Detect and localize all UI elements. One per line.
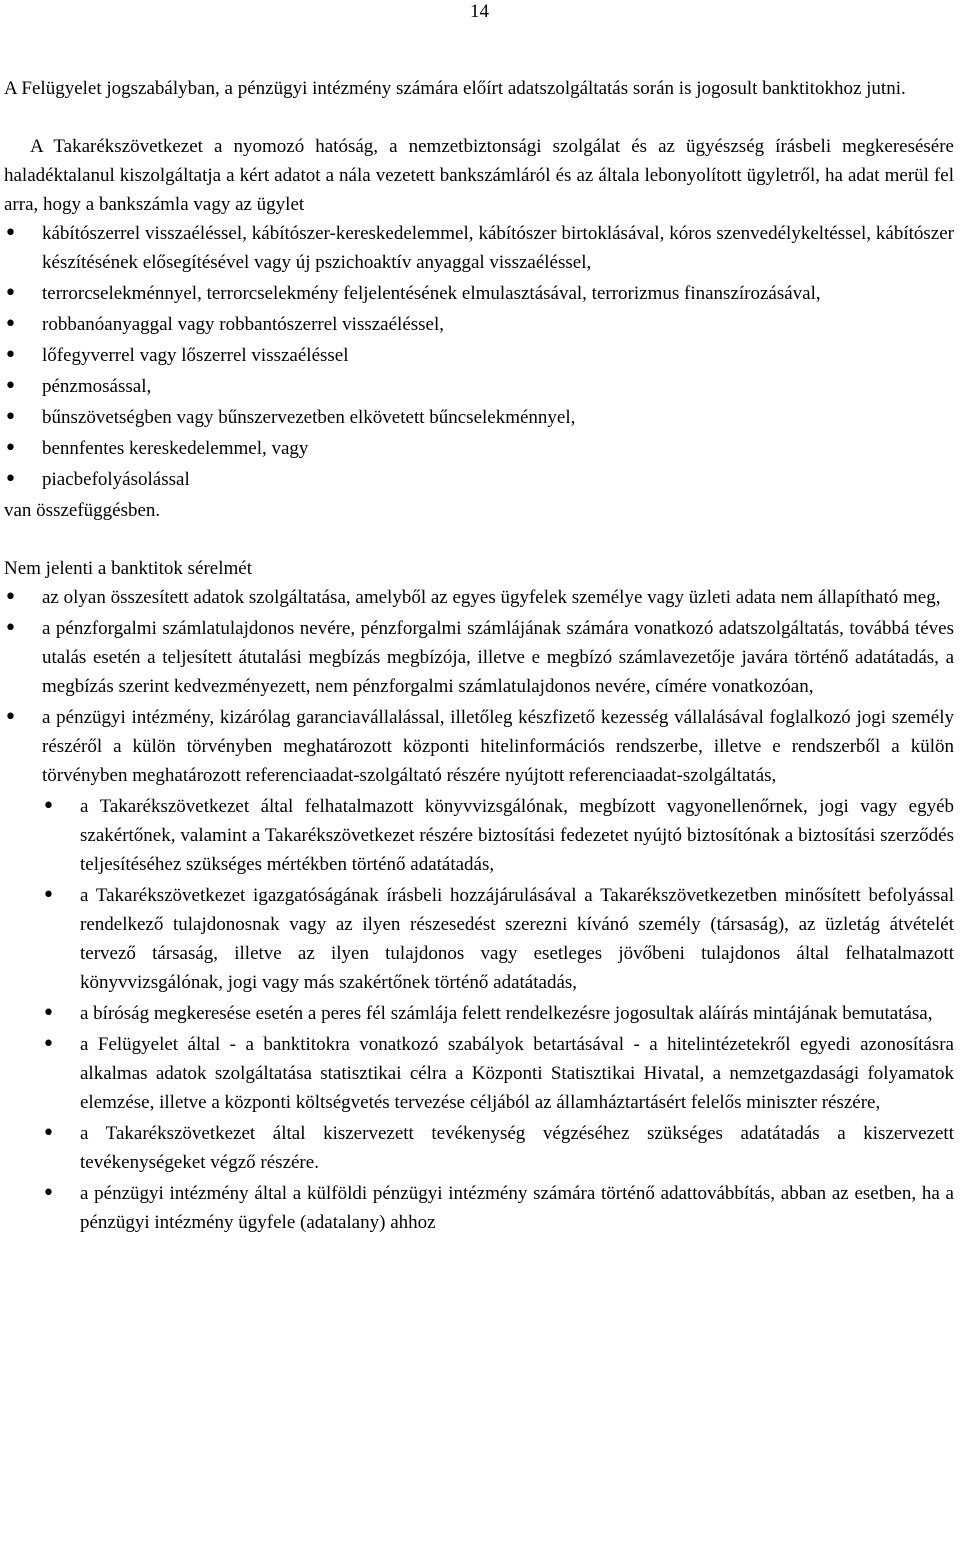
paragraph-connection: van összefüggésben. — [4, 500, 161, 521]
list-item: • terrorcselekménnyel, terrorcselekmény feljelentésének elmulasztásával, terrorizmus finanszírozásával, — [42, 279, 954, 308]
list-item: • robbanóanyaggal vagy robbantószerrel visszaéléssel, — [42, 310, 954, 339]
exception-list — [4, 583, 954, 790]
paragraph-supervision: A Felügyelet jogszabályban, a pénzügyi intézmény számára előírt adatszolgáltatás során is jogosult banktitokhoz jutni. — [4, 78, 906, 99]
list-item: • a pénzforgalmi számlatulajdonos nevére, pénzforgalmi számlájának számára vonatkozó adatszolgáltatás, továbbá téves utalás esetén a teljesített átutalási megbízás megbízója, illetve e megbízó számlavezetője javára történő adatátadás, a megbízás szerint kedvezményezett, nem pénzforgalmi számlatulajdonos nevére, címére vonatkozóan, — [42, 614, 954, 701]
list-item: • a Takarékszövetkezet által kiszervezett tevékenység végzéséhez szükséges adatátadás a kiszervezett tevékenységeket végző részére. — [80, 1119, 954, 1177]
paragraph-disclosure: A Takarékszövetkezet a nyomozó hatóság, a nemzetbiztonsági szolgálat és az ügyészség írásbeli megkeresésére haladéktalanul kiszolgáltatja a kért adatot a nála vezetett bankszámláról és az általa lebonyolított ügyletről, ha adat merül fel arra, hogy a bankszámla vagy az ügylet — [4, 136, 954, 215]
list-item: • a Felügyelet által - a banktitokra vonatkozó szabályok betartásával - a hitelintézetekről egyedi azonosításra alkalmas adatok szolgáltatása statisztikai célra a Központi Statisztikai Hivatal, a nemzetgazdasági folyamatok elemzése, illetve a központi költségvetés tervezése céljából az államháztartásért felelős miniszter részére, — [80, 1030, 954, 1117]
list-item: • bennfentes kereskedelemmel, vagy — [42, 434, 954, 463]
list-item: • az olyan összesített adatok szolgáltatása, amelyből az egyes ügyfelek személye vagy üzleti adata nem állapítható meg, — [42, 583, 954, 612]
document-body — [4, 74, 954, 1239]
paragraph-no-breach: Nem jelenti a banktitok sérelmét — [4, 558, 252, 579]
exception-sublist — [4, 792, 954, 1237]
list-item: • piacbefolyásolással — [42, 465, 954, 494]
list-item: • a pénzügyi intézmény által a külföldi pénzügyi intézmény számára történő adattovábbítás, abban az esetben, ha a pénzügyi intézmény ügyfele (adatalany) ahhoz — [80, 1179, 954, 1237]
crime-list — [4, 219, 954, 494]
list-item: • pénzmosással, — [42, 372, 954, 401]
list-item: • bűnszövetségben vagy bűnszervezetben elkövetett bűncselekménnyel, — [42, 403, 954, 432]
list-item: • a Takarékszövetkezet igazgatóságának írásbeli hozzájárulásával a Takarékszövetkezetben minősített befolyással rendelkező tulajdonosnak vagy az ilyen részesedést szerezni kívánó személy (társaság), az üzletág átvételét tervező társaság, illetve az ilyen tulajdonos vagy esetleges jövőbeni tulajdonos által felhatalmazott könyvvizsgálónak, jogi vagy más szakértőnek történő adatátadás, — [80, 881, 954, 997]
list-item: • kábítószerrel visszaéléssel, kábítószer-kereskedelemmel, kábítószer birtoklásával, kóros szenvedélykeltéssel, kábítószer készítésének elősegítésével vagy új pszichoaktív anyaggal visszaéléssel, — [42, 219, 954, 277]
list-item: • a bíróság megkeresése esetén a peres fél számlája felett rendelkezésre jogosultak aláírás mintájának bemutatása, — [80, 999, 954, 1028]
list-item: • a Takarékszövetkezet által felhatalmazott könyvvizsgálónak, megbízott vagyonellenőrnek, jogi vagy egyéb szakértőnek, valamint a Takarékszövetkezet részére biztosítási fedezetet nyújtó biztosítónak a biztosítási szerződés teljesítéséhez szükséges mértékben történő adatátadás, — [80, 792, 954, 879]
page-number: 14 — [470, 1, 489, 22]
list-item: • a pénzügyi intézmény, kizárólag garanciavállalással, illetőleg készfizető kezesség vállalásával foglalkozó jogi személy részéről a külön törvényben meghatározott központi hitelinformációs rendszerbe, illetve e rendszerből a külön törvényben meghatározott referenciaadat-szolgáltató részére nyújtott referenciaadat-szolgáltatás, — [42, 703, 954, 790]
list-item: • lőfegyverrel vagy lőszerrel visszaéléssel — [42, 341, 954, 370]
